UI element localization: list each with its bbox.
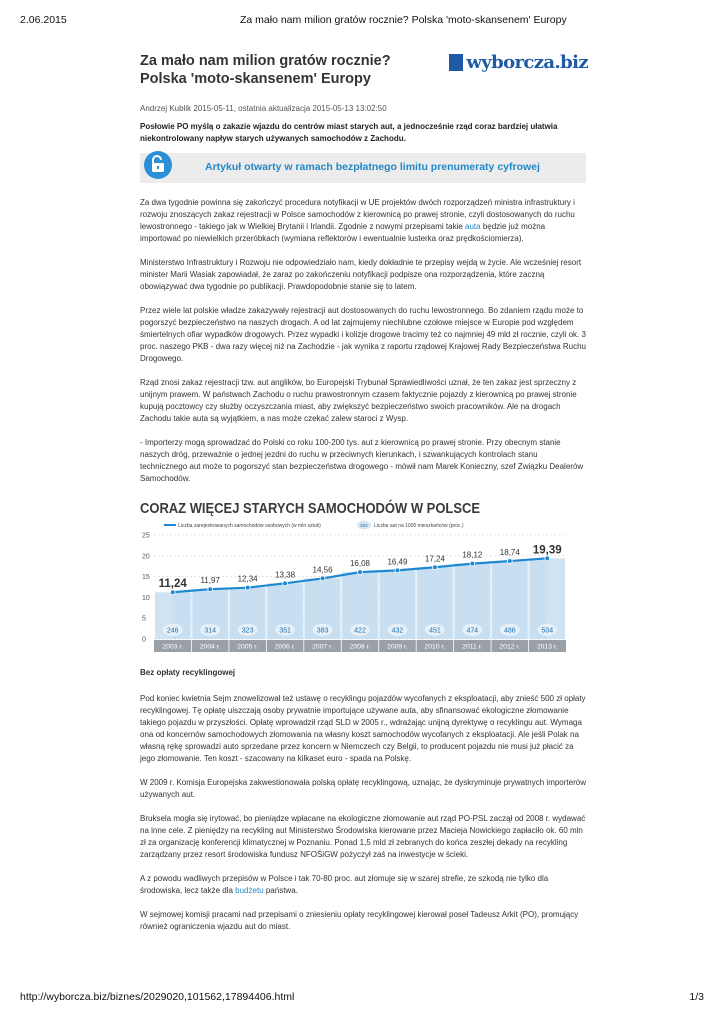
per1000-value: 323 bbox=[241, 627, 254, 635]
per1000-value: 504 bbox=[541, 627, 554, 635]
legend-line-label: Liczba zarejestrowanych samochodów osobowych (w mln sztuk) bbox=[178, 523, 321, 529]
paragraph bbox=[140, 197, 586, 245]
paragraph: Przez wiele lat polskie władze zakazywały rejestracji aut dostosowanych do ruchu lewostronnego. Bo zdaniem rządu może to pogorszyć bezpieczeństwo na naszych drogach. A od lat zajmujemy niechlubne czołowe miejsce w Europie pod względem śmiertelnych ofiar wypadków drogowych. Przez wypadki i kolizje drogowe tracimy też co najmniej 49 mld zł rocznie, czyli ok. 3 proc. naszego PKB - dwa razy więcej niż na Zachodzie - jak wynika z raportu rządowej Krajowej Rady Bezpieczeństwa Ruchu Drogowego. bbox=[140, 306, 586, 363]
data-label: 11,97 bbox=[200, 576, 220, 586]
chart-svg bbox=[140, 497, 566, 653]
paragraph: - Importerzy mogą sprowadzać do Polski co roku 100-200 tys. aut z kierownicą po prawej stronie. Przy obecnym stanie naszych dróg, przeważnie o jednej jezdni do ruchu w przeciwnych kierunkach, i szwankujących kontrolach stanu technicznego aut może to pogorszyć stan bezpieczeństwa drogowego - mówił nam Marek Konieczny, szef Związku Dealerów Samochodów. bbox=[140, 438, 584, 483]
paragraph bbox=[140, 873, 586, 897]
data-point bbox=[470, 561, 475, 566]
paragraph-text: Za dwa tygodnie powinna się zakończyć procedura notyfikacji w UE projektów dwóch rozporządzeń ministra infrastruktury i rozwoju znoszących zakaz rejestracji w Polsce samochodów z kierownicą po prawej stronie, czyli dostosowanych do ruchu lewostronnego - takiego jak w Wielkiej Brytanii i Irlandii. Zgodnie z nowymi przepisami takie bbox=[140, 198, 575, 231]
print-url[interactable]: http://wyborcza.biz/biznes/2029020,101562,17894406.html bbox=[20, 991, 295, 1003]
paragraph-text: państwa. bbox=[263, 886, 298, 895]
print-date: 2.06.2015 bbox=[20, 14, 67, 26]
lead-paragraph: Posłowie PO myślą o zakazie wjazdu do centrów miast starych aut, a jednocześnie rząd coraz bardziej ułatwia niekontrolowany napływ starych używanych samochodów z Zachodu. bbox=[140, 122, 558, 143]
title-row bbox=[140, 52, 586, 94]
x-tick-label: 2009 r. bbox=[387, 643, 408, 651]
data-point bbox=[545, 556, 550, 561]
data-point bbox=[283, 581, 288, 586]
data-label: 17,24 bbox=[424, 554, 445, 564]
y-tick-label: 10 bbox=[142, 594, 150, 602]
data-label: 16,49 bbox=[387, 557, 408, 567]
wyborcza-logo[interactable] bbox=[449, 52, 588, 73]
x-tick-label: 2012 r. bbox=[499, 643, 521, 651]
banner-text: Artykuł otwarty w ramach bezpłatnego limitu prenumeraty cyfrowej bbox=[205, 161, 540, 173]
per1000-value: 314 bbox=[204, 627, 217, 635]
paragraph: Rząd znosi zakaz rejestracji tzw. aut anglików, bo Europejski Trybunał Sprawiedliwości uznał, że ten zakaz jest sprzeczny z unijnym prawem. W państwach Zachodu o ruchu prawostronnym czasem faktycznie pojazdy z kierownicą po prawej stronie kupują pocztowcy czy służby oczyszczania miast, aby zwiększyć bezpieczeństwo swoich pracowników. Ale na drogach Zachodu takie auta są wyjątkiem, a nas może czekać zalew staroci z Wysp. bbox=[140, 378, 577, 423]
unlock-icon bbox=[143, 150, 173, 180]
paragraph: Bruksela mogła się irytować, bo pieniądze wpłacane na ekologiczne złomowanie aut rząd PO-PSL zaczął od 2008 r. wydawać na inne cele. Z pieniędzy na recykling aut Ministerstwo Środowiska kierowane przez Macieja Nowickiego zapłaciło ok. 60 mln zł za organizację konferencji klimatycznej w Poznaniu. Ponad 1,5 mld zł zebranych do końca zeszłej dekady na recykling zarządzany przez resort środowiska fundusz NFOŚiGW pożyczył zaś na inwestycje w ścieki. bbox=[140, 814, 586, 859]
byline: Andrzej Kublik 2015-05-11, ostatnia aktualizacja 2015-05-13 13:02:50 bbox=[140, 104, 387, 113]
x-tick-label: 2005 r. bbox=[237, 643, 259, 651]
print-title: Za mało nam milion gratów rocznie? Polska 'moto-skansenem' Europy bbox=[240, 14, 567, 26]
x-tick-label: 2013 r. bbox=[536, 643, 558, 651]
x-tick-label: 2006 r. bbox=[274, 643, 296, 651]
data-point bbox=[507, 559, 512, 564]
open-article-banner bbox=[140, 153, 586, 183]
page-number: 1/3 bbox=[689, 991, 704, 1003]
link-budzetu[interactable]: budżetu bbox=[235, 886, 264, 895]
paragraph: W 2009 r. Komisja Europejska zakwestionowała polską opłatę recyklingową, uznając, że dyskryminuje prywatnych importerów używanych aut. bbox=[140, 778, 586, 799]
link-auta[interactable]: auta bbox=[465, 222, 481, 231]
paragraph-text: A z powodu wadliwych przepisów w Polsce i tak 70-80 proc. aut złomuje się w szarej strefie, ze szkodą nie tylko dla środowiska, lecz także dla bbox=[140, 874, 549, 895]
per1000-value: 246 bbox=[166, 627, 179, 635]
data-label: 13,38 bbox=[275, 570, 296, 580]
logo-mark-icon bbox=[449, 54, 463, 71]
y-tick-label: 5 bbox=[142, 615, 146, 623]
data-point bbox=[170, 590, 175, 595]
paragraph: W sejmowej komisji pracami nad przepisami o zniesieniu opłaty recyklingowej kierował poseł Tadeusz Arkit (PO), promujący również ograniczenia wjazdu aut do miast. bbox=[140, 910, 579, 931]
data-label: 16,08 bbox=[349, 559, 371, 569]
paragraph: Pod koniec kwietnia Sejm znowelizował też ustawę o recyklingu pojazdów wycofanych z eksploatacji, aby znieść 500 zł opłaty recyklingowej. Tę opłatę uiszczają osoby prywatnie importujące używane auta, aby sfinansować ekologiczne złomowanie takiego pojazdu w przyszłości. Opłatę wprowadził rząd SLD w 2005 r., wdrażając unijną dyrektywę o recyklingu aut. Wymaga ona od koncernów samochodowych złomowania na własny koszt samochodów wycofanych z eksploatacji. Ale jeśli Polak na własną rękę sprowadzi auto sprzedane przez koncern w Niemczech czy Belgii, to producent pojazdu nie musi już płacić za jego złomowanie. Ten koszt - szacowany na kilkaset euro - spada na Polskę. bbox=[140, 694, 586, 763]
per1000-value: 432 bbox=[391, 627, 404, 635]
per1000-value: 451 bbox=[429, 627, 441, 635]
paragraph: Ministerstwo Infrastruktury i Rozwoju nie odpowiedziało nam, kiedy dokładnie te przepisy wejdą w życie. Ale wcześniej resort minister Marii Wasiak zapowiadał, że zaraz po zakończeniu notyfikacji podpisze ona rozporządzenia, które zaczną obowiązywać dwa tygodnie po publikacji. Prawdopodobnie stanie się to latem. bbox=[140, 258, 582, 291]
data-label: 19,39 bbox=[532, 544, 562, 557]
data-point bbox=[208, 587, 213, 592]
chart-title: CORAZ WIĘCEJ STARYCH SAMOCHODÓW W POLSCE bbox=[140, 501, 521, 517]
per1000-value: 351 bbox=[279, 627, 291, 635]
article bbox=[140, 52, 586, 945]
paragraph-text: będzie już można importować po niewielkich przeróbkach (wymiana reflektorów i ewentualnie lusterka oraz prędkościomierza). bbox=[140, 222, 546, 243]
data-point bbox=[395, 568, 400, 573]
x-tick-label: 2007 r. bbox=[312, 643, 333, 651]
x-tick-label: 2003 r. bbox=[162, 643, 184, 651]
data-point bbox=[245, 585, 250, 590]
logo-text: wyborcza.biz bbox=[466, 52, 588, 73]
article-body bbox=[140, 197, 586, 933]
x-tick-label: 2011 r. bbox=[462, 643, 483, 651]
data-label: 18,74 bbox=[499, 548, 520, 558]
x-tick-label: 2004 r. bbox=[199, 643, 221, 651]
y-tick-label: 25 bbox=[142, 532, 150, 540]
data-point bbox=[358, 570, 363, 575]
article-title: Za mało nam milion gratów rocznie? Polska 'moto-skansenem' Europy bbox=[140, 53, 391, 87]
per1000-value: 474 bbox=[466, 627, 479, 635]
y-tick-label: 20 bbox=[142, 553, 150, 561]
data-label: 18,12 bbox=[462, 550, 483, 560]
data-label: 11,24 bbox=[158, 578, 187, 591]
data-label: 12,34 bbox=[237, 574, 258, 584]
x-tick-label: 2008 r. bbox=[349, 643, 371, 651]
per1000-value: 486 bbox=[503, 627, 516, 635]
x-tick-label: 2010 r. bbox=[424, 643, 446, 651]
data-point bbox=[320, 576, 325, 581]
legend-badge-value: 504 bbox=[360, 522, 368, 528]
legend-bar-label: Liczba aut na 1000 mieszkańców (proc.) bbox=[374, 523, 464, 529]
per1000-value: 422 bbox=[354, 627, 366, 635]
data-point bbox=[433, 565, 438, 570]
old-cars-chart bbox=[140, 497, 566, 653]
per1000-value: 383 bbox=[316, 627, 329, 635]
section-heading: Bez opłaty recyklingowej bbox=[140, 668, 236, 677]
y-tick-label: 15 bbox=[142, 574, 150, 582]
y-tick-label: 0 bbox=[142, 636, 146, 644]
data-label: 14,56 bbox=[312, 565, 333, 575]
